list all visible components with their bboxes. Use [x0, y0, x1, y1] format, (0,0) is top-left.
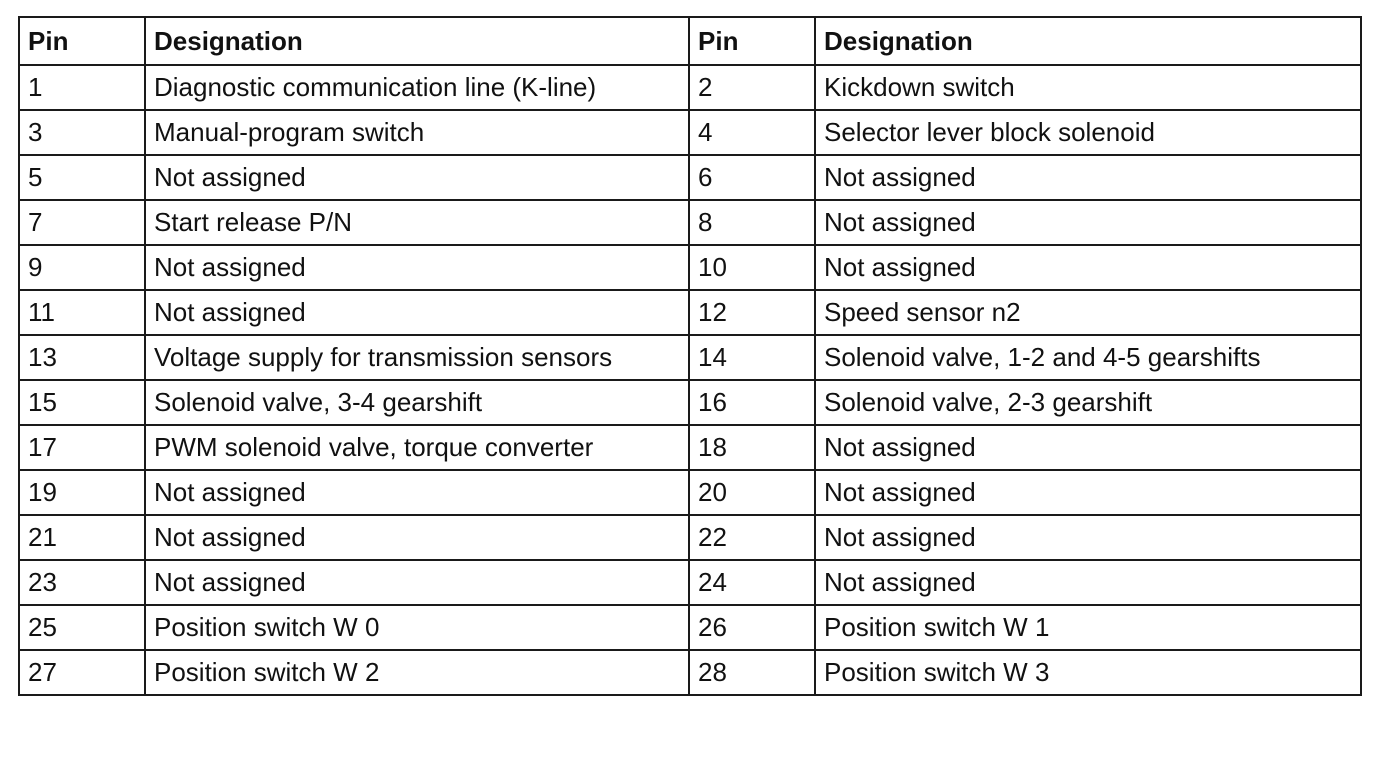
pin-cell: 28 — [689, 650, 815, 695]
designation-cell: Selector lever block solenoid — [815, 110, 1361, 155]
pin-cell: 24 — [689, 560, 815, 605]
designation-cell: Manual-program switch — [145, 110, 689, 155]
designation-cell: Position switch W 2 — [145, 650, 689, 695]
header-pin-left: Pin — [19, 17, 145, 65]
designation-cell: Not assigned — [145, 290, 689, 335]
table-body — [19, 65, 1361, 695]
pin-cell: 15 — [19, 380, 145, 425]
pin-cell: 9 — [19, 245, 145, 290]
table-row — [19, 425, 1361, 470]
designation-cell: Not assigned — [815, 200, 1361, 245]
designation-cell: Not assigned — [145, 245, 689, 290]
header-row — [19, 17, 1361, 65]
designation-cell: PWM solenoid valve, torque converter — [145, 425, 689, 470]
designation-cell: Not assigned — [815, 425, 1361, 470]
designation-cell: Diagnostic communication line (K-line) — [145, 65, 689, 110]
pin-cell: 7 — [19, 200, 145, 245]
header-designation-right: Designation — [815, 17, 1361, 65]
table-row — [19, 560, 1361, 605]
pin-cell: 18 — [689, 425, 815, 470]
pin-cell: 2 — [689, 65, 815, 110]
table-row — [19, 650, 1361, 695]
pin-cell: 5 — [19, 155, 145, 200]
pin-cell: 14 — [689, 335, 815, 380]
designation-cell: Not assigned — [815, 560, 1361, 605]
pin-cell: 10 — [689, 245, 815, 290]
pin-cell: 1 — [19, 65, 145, 110]
table-row — [19, 470, 1361, 515]
designation-cell: Not assigned — [815, 515, 1361, 560]
pin-cell: 4 — [689, 110, 815, 155]
pin-cell: 13 — [19, 335, 145, 380]
designation-cell: Solenoid valve, 2-3 gearshift — [815, 380, 1361, 425]
designation-cell: Kickdown switch — [815, 65, 1361, 110]
pin-cell: 3 — [19, 110, 145, 155]
table-row — [19, 110, 1361, 155]
header-designation-left: Designation — [145, 17, 689, 65]
pin-cell: 17 — [19, 425, 145, 470]
designation-cell: Not assigned — [815, 155, 1361, 200]
designation-cell: Solenoid valve, 3-4 gearshift — [145, 380, 689, 425]
pin-cell: 19 — [19, 470, 145, 515]
designation-cell: Solenoid valve, 1-2 and 4-5 gearshifts — [815, 335, 1361, 380]
pin-assignment-table — [18, 16, 1362, 696]
designation-cell: Voltage supply for transmission sensors — [145, 335, 689, 380]
designation-cell: Position switch W 0 — [145, 605, 689, 650]
pin-cell: 20 — [689, 470, 815, 515]
designation-cell: Not assigned — [145, 155, 689, 200]
table-row — [19, 200, 1361, 245]
designation-cell: Position switch W 3 — [815, 650, 1361, 695]
table-row — [19, 515, 1361, 560]
designation-cell: Speed sensor n2 — [815, 290, 1361, 335]
pin-cell: 27 — [19, 650, 145, 695]
table-header — [19, 17, 1361, 65]
table-row — [19, 155, 1361, 200]
table-row — [19, 335, 1361, 380]
pin-cell: 21 — [19, 515, 145, 560]
pin-cell: 16 — [689, 380, 815, 425]
pin-cell: 12 — [689, 290, 815, 335]
table-row — [19, 65, 1361, 110]
pin-cell: 11 — [19, 290, 145, 335]
pin-cell: 22 — [689, 515, 815, 560]
designation-cell: Not assigned — [145, 470, 689, 515]
table-row — [19, 605, 1361, 650]
designation-cell: Start release P/N — [145, 200, 689, 245]
designation-cell: Not assigned — [815, 470, 1361, 515]
table-row — [19, 245, 1361, 290]
designation-cell: Not assigned — [145, 560, 689, 605]
pin-cell: 8 — [689, 200, 815, 245]
table-row — [19, 380, 1361, 425]
pin-cell: 25 — [19, 605, 145, 650]
header-pin-right: Pin — [689, 17, 815, 65]
pin-cell: 6 — [689, 155, 815, 200]
designation-cell: Not assigned — [815, 245, 1361, 290]
table-row — [19, 290, 1361, 335]
pin-cell: 23 — [19, 560, 145, 605]
pin-cell: 26 — [689, 605, 815, 650]
designation-cell: Not assigned — [145, 515, 689, 560]
designation-cell: Position switch W 1 — [815, 605, 1361, 650]
